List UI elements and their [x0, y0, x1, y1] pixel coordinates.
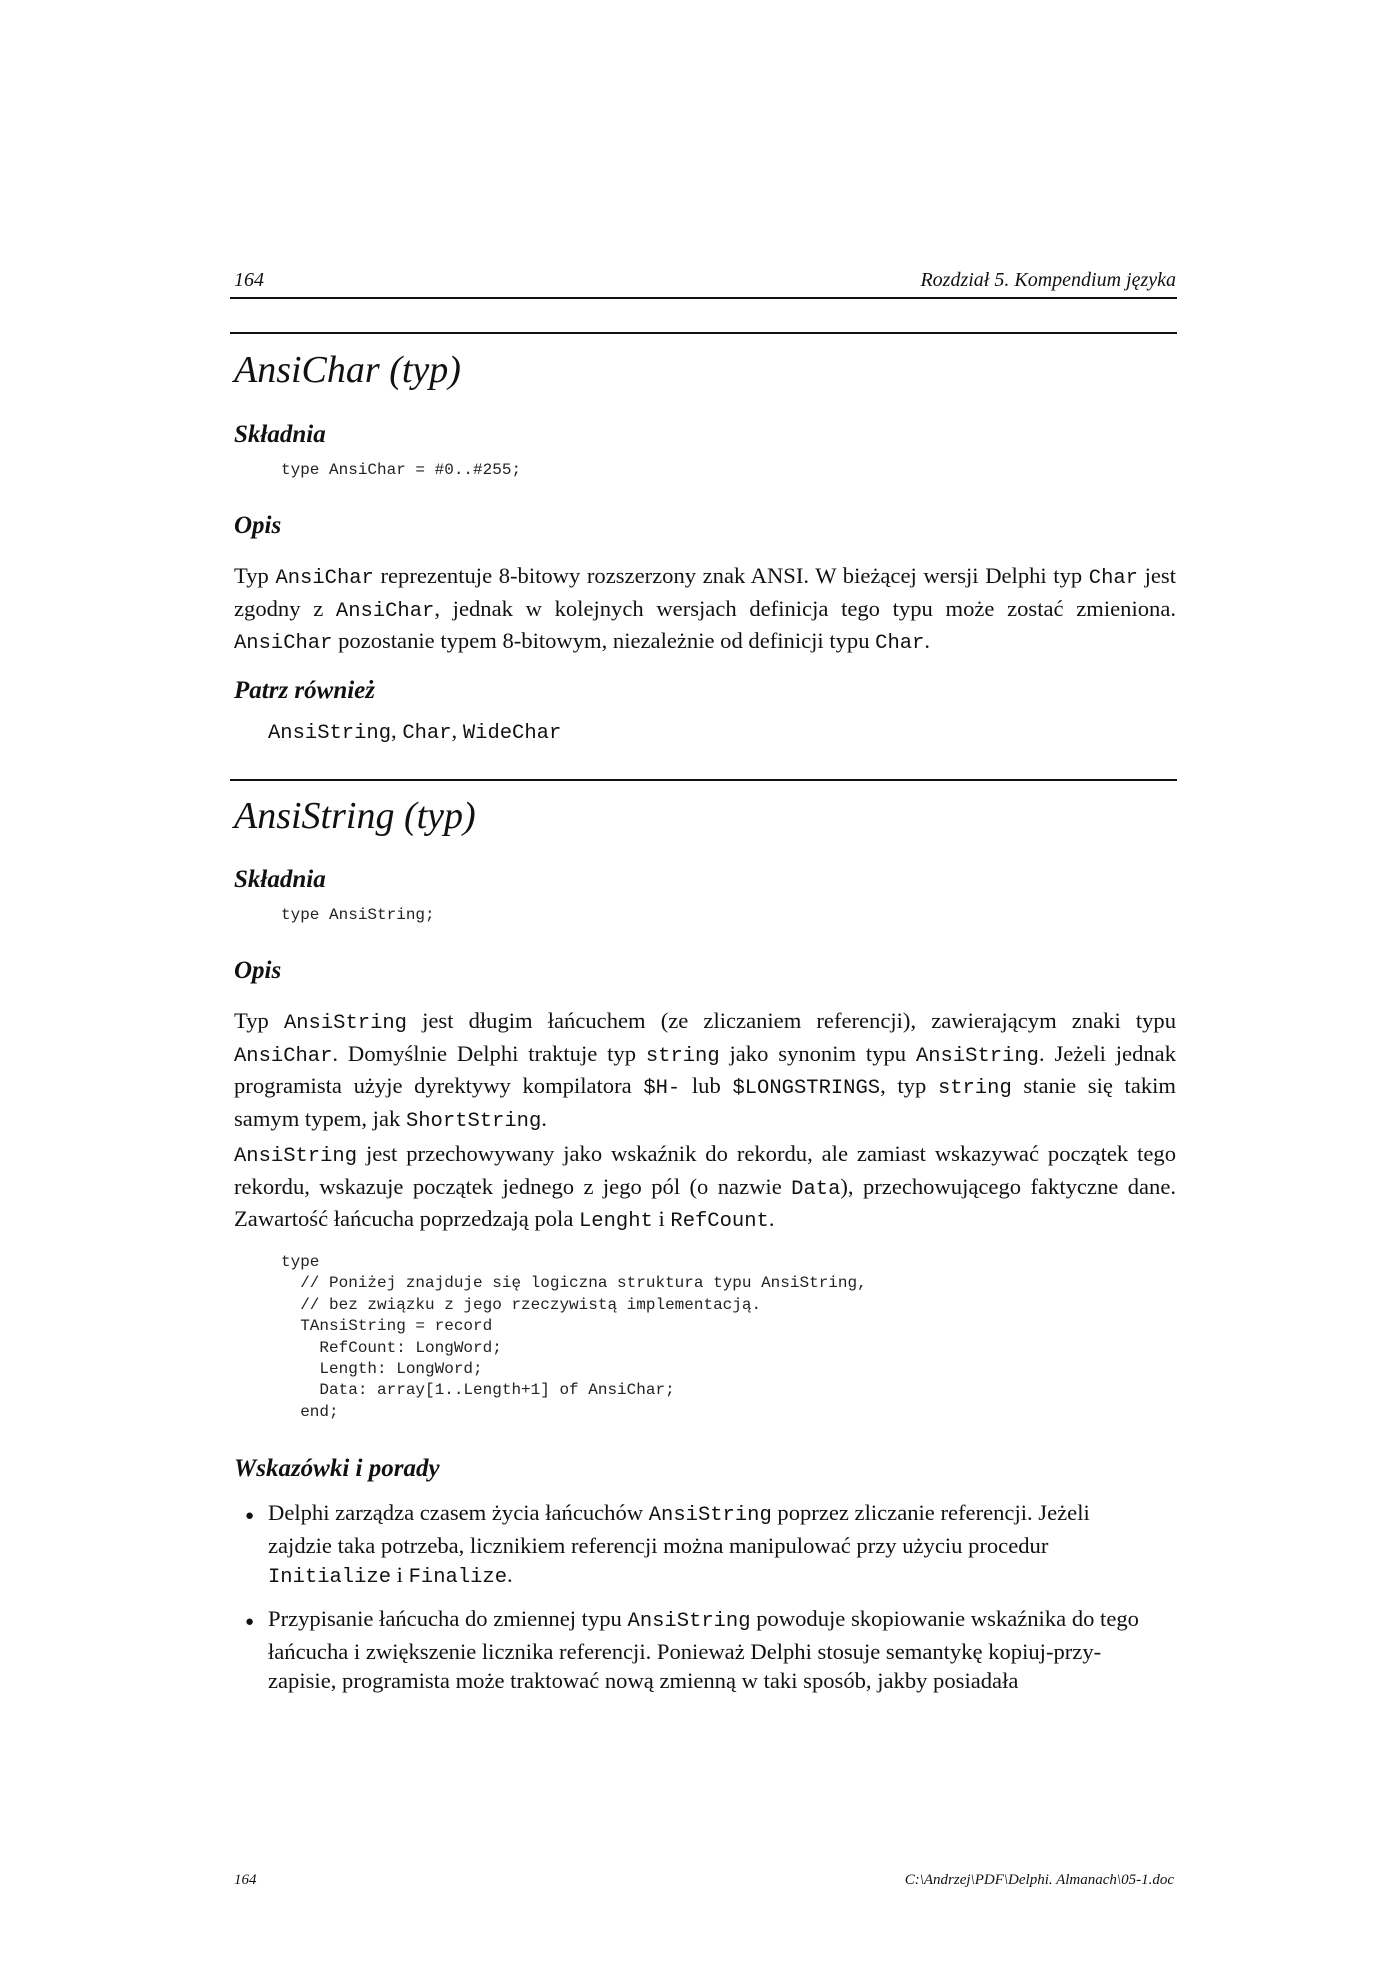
bullet-item-1: Delphi zarządza czasem życia łańcuchów AnsiString poprzez zliczanie referencji. Jeżeli zajdzie taka potrzeba, licznikiem referencji można manipulować przy użyciu procedur Initialize i Finalize. — [268, 1500, 1090, 1590]
entry-title-ansistring: AnsiString (typ) — [234, 795, 476, 837]
inline-code: AnsiString — [234, 1145, 358, 1168]
code-line: RefCount: LongWord; — [281, 1338, 502, 1357]
inline-code: AnsiString — [648, 1504, 772, 1527]
inline-code: AnsiChar — [335, 599, 435, 623]
inline-code: Lenght — [579, 1210, 653, 1234]
code-line: Length: LongWord; — [281, 1360, 483, 1379]
inline-code: $LONGSTRINGS — [732, 1077, 881, 1101]
inline-code: Char — [875, 632, 925, 656]
inline-code: RefCount — [670, 1210, 769, 1234]
inline-code: Initialize — [268, 1566, 392, 1590]
inline-code: Data — [791, 1177, 841, 1201]
inline-code: Char — [402, 722, 452, 745]
inline-code: AnsiString — [283, 1012, 407, 1035]
inline-code: Finalize — [408, 1566, 508, 1590]
entry-title-ansichar: AnsiChar (typ) — [234, 349, 461, 391]
description-paragraph-1: Typ AnsiString jest długim łańcuchem (ze zliczaniem referencji), zawierającym znaki typu AnsiChar. Domyślnie Delphi traktuje typ string jako synonim typu AnsiString. Jeżeli jednak programista użyje dyrektywy kompilatora $H- lub $LONGSTRINGS, typ string stanie się takim samym typem, jak ShortString. — [234, 1008, 1177, 1133]
syntax-code-ansichar: type AnsiChar = #0..#255; — [281, 461, 522, 479]
code-line: TAnsiString = record — [281, 1317, 493, 1336]
inline-code: AnsiChar — [234, 632, 333, 656]
inline-code: Char — [1088, 567, 1138, 590]
inline-code: AnsiString — [627, 1610, 751, 1633]
description-heading-ansistring: Opis — [234, 957, 282, 984]
inline-code: $H- — [643, 1077, 681, 1101]
code-line: // bez związku z jego rzeczywistą implementacją. — [281, 1295, 762, 1314]
inline-code: WideChar — [462, 722, 562, 745]
section-divider-top — [230, 332, 1177, 334]
see-also-heading: Patrz również — [234, 677, 376, 704]
header-page-number: 164 — [234, 269, 264, 291]
inline-code: AnsiChar — [234, 1044, 333, 1068]
description-paragraph-2: AnsiString jest przechowywany jako wskaźnik do rekordu, ale zamiast wskazywać początek tego rekordu, wskazuje początek jednego z jego pól (o nazwie Data), przechowującego faktyczne dane. Zawartość łańcucha poprzedzają pola Lenght i RefCount. — [234, 1141, 1176, 1234]
inline-code: string — [937, 1077, 1012, 1101]
inline-code: ShortString — [405, 1109, 542, 1133]
syntax-heading-ansichar: Składnia — [234, 421, 326, 448]
code-line: type — [281, 1253, 320, 1271]
tips-heading: Wskazówki i porady — [234, 1455, 440, 1482]
code-line: // Poniżej znajduje się logiczna struktura typu AnsiString, — [281, 1274, 867, 1293]
footer-file-path: C:\Andrzej\PDF\Delphi. Almanach\05-1.doc — [904, 1872, 1174, 1888]
syntax-code-ansistring: type AnsiString; — [281, 906, 435, 924]
inline-code: string — [645, 1044, 720, 1068]
syntax-heading-ansistring: Składnia — [234, 866, 326, 893]
inline-code: AnsiString — [268, 722, 392, 745]
bullet-glyph: ● — [245, 1614, 255, 1630]
section-divider — [230, 779, 1177, 781]
description-text-ansichar: Typ AnsiChar reprezentuje 8-bitowy rozszerzony znak ANSI. W bieżącej wersji Delphi typ Char jest zgodny z AnsiChar, jednak w kolejnych wersjach definicja tego typu może zostać zmieniona. AnsiChar pozostanie typem 8-bitowym, niezależnie od definicji typu Char. — [234, 563, 1177, 656]
header-chapter-title: Rozdział 5. Kompendium języka — [920, 269, 1176, 291]
description-heading-ansichar: Opis — [234, 512, 282, 539]
header-rule — [230, 297, 1177, 299]
code-line: end; — [281, 1402, 339, 1421]
bullet-glyph: ● — [245, 1508, 255, 1524]
bullet-item-2: Przypisanie łańcucha do zmiennej typu AnsiString powoduje skopiowanie wskaźnika do tego łańcucha i zwiększenie licznika referencji. Ponieważ Delphi stosuje semantykę kopiuj-przy-zapisie, programista może traktować nową zmienną w taki sposób, jakby posiadała — [268, 1606, 1139, 1694]
code-line: Data: array[1..Length+1] of AnsiChar; — [281, 1381, 675, 1400]
footer-page-number: 164 — [234, 1872, 257, 1888]
code-block — [281, 1252, 867, 1423]
inline-code: AnsiString — [915, 1044, 1039, 1068]
see-also-list: AnsiString, Char, WideChar — [268, 718, 562, 745]
inline-code: AnsiChar — [275, 567, 374, 590]
